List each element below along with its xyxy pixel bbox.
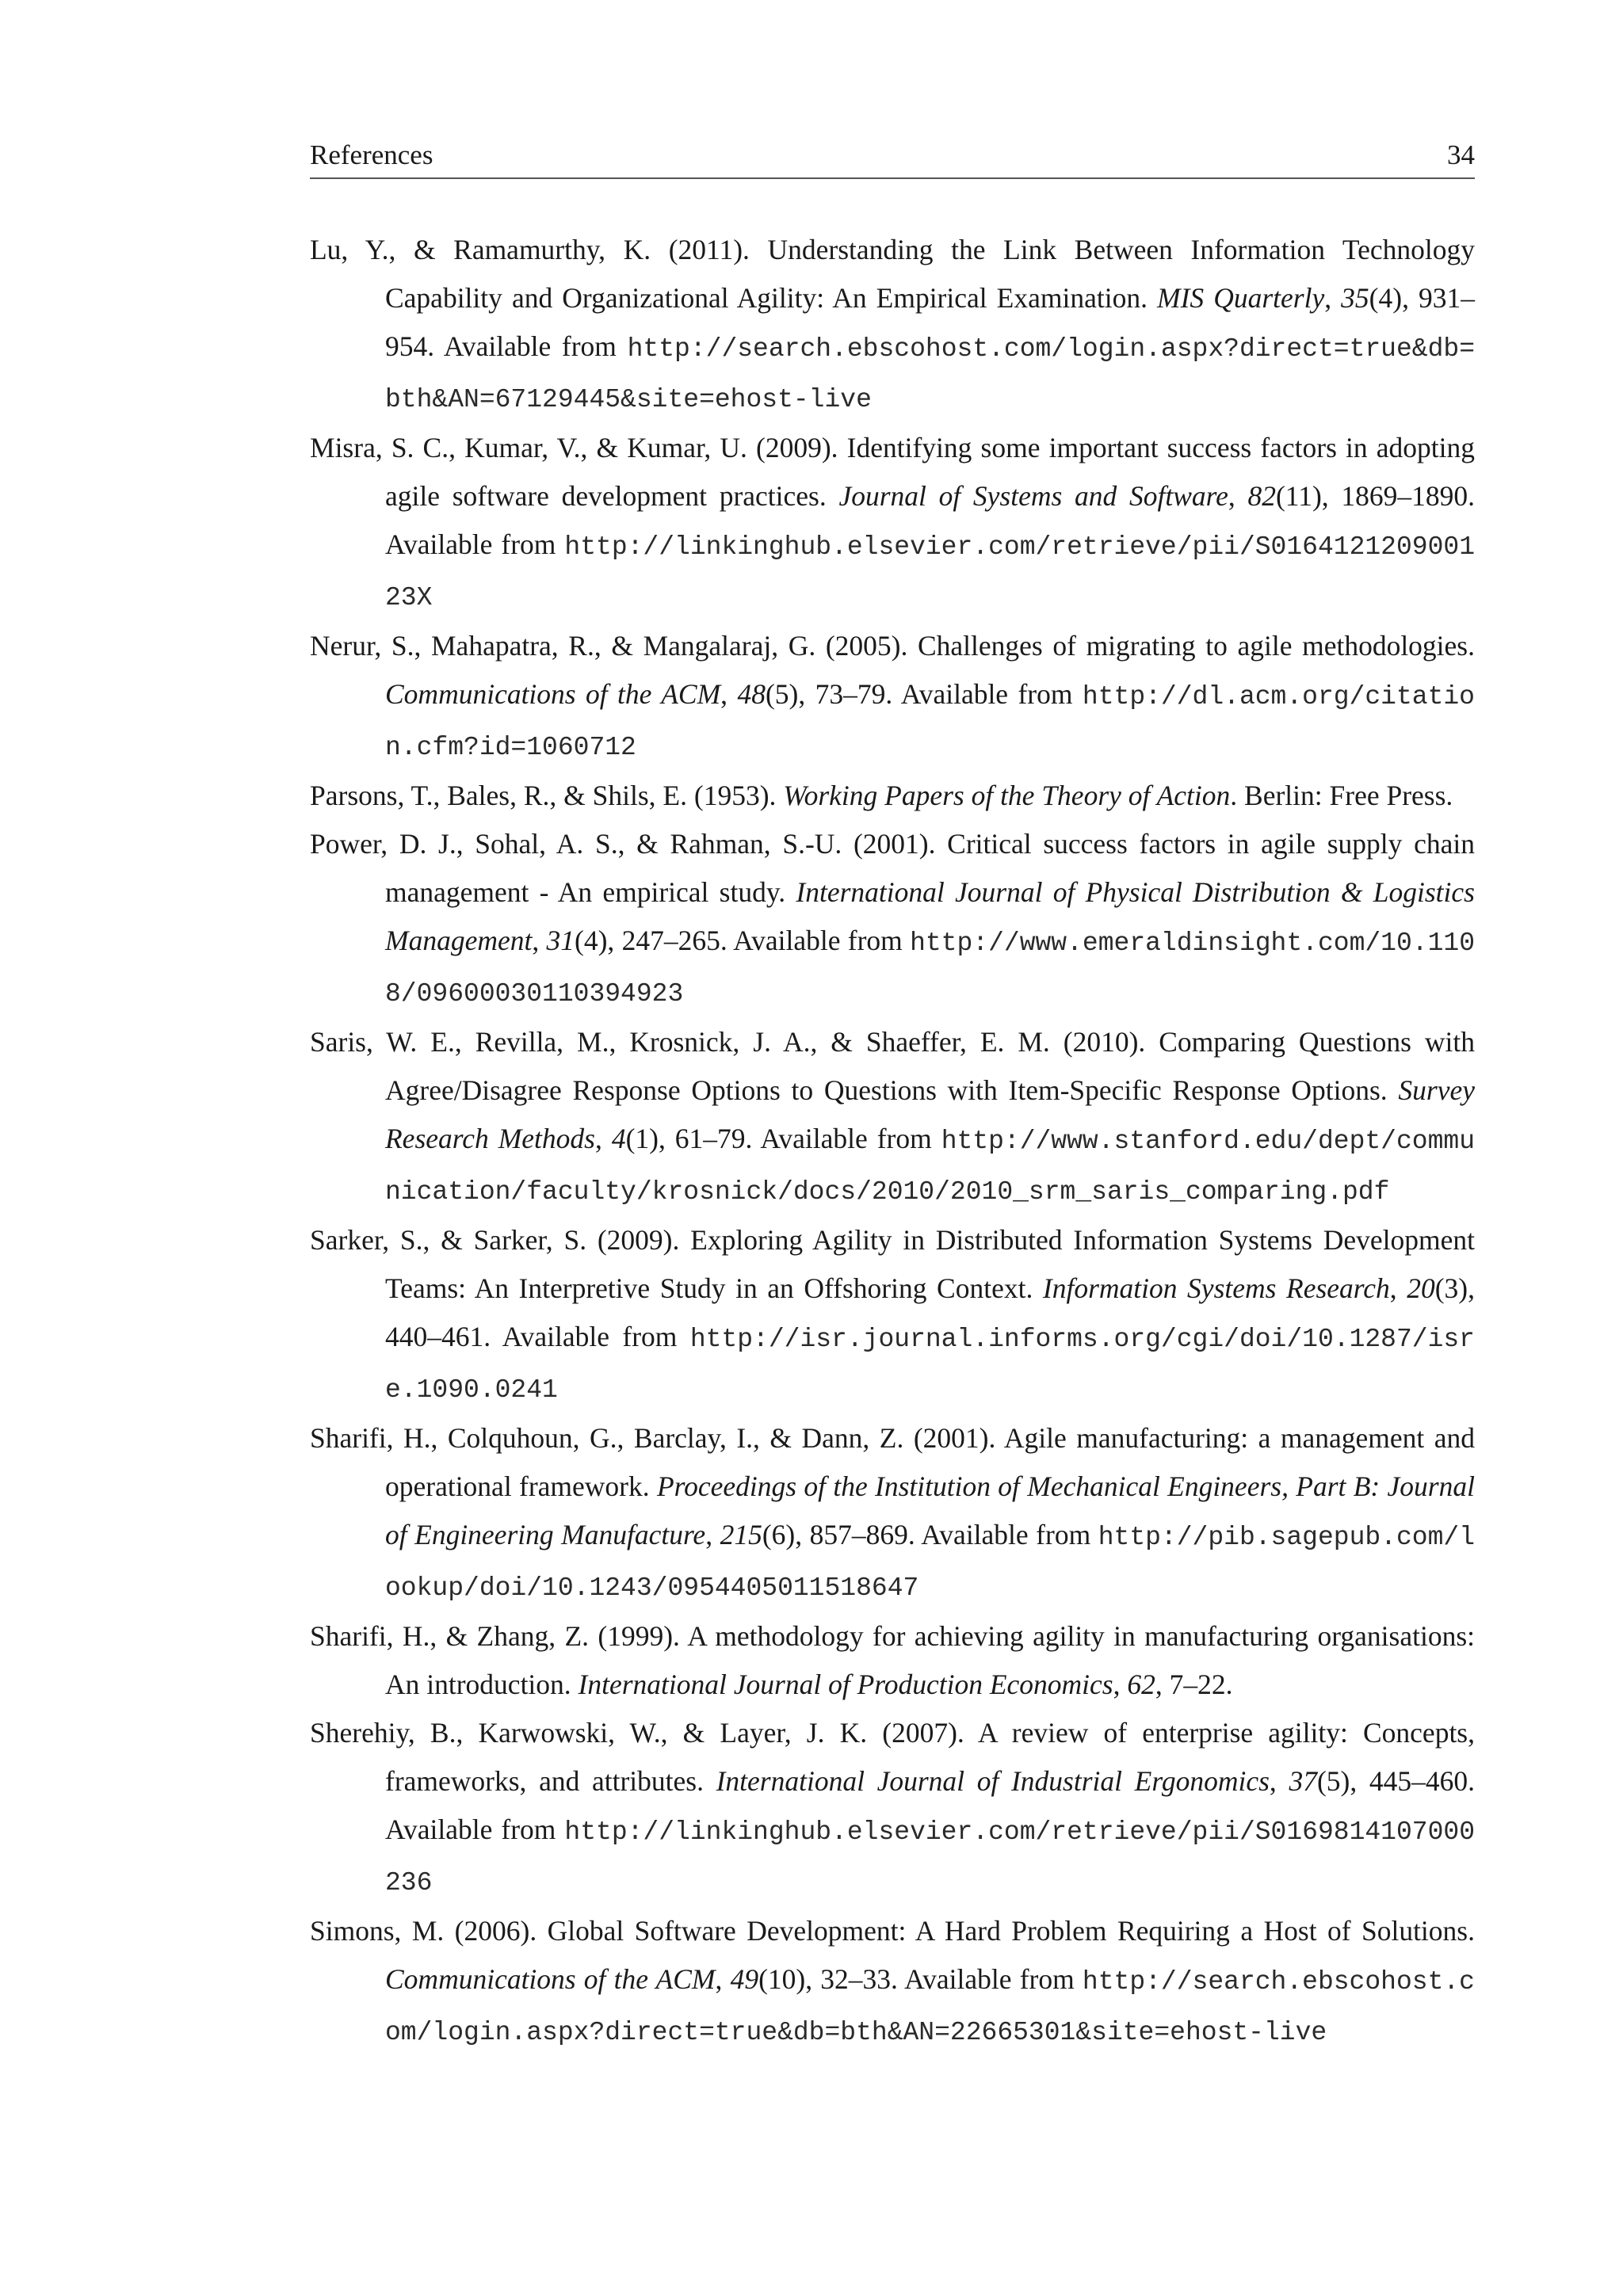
reference-journal: Communications of the ACM <box>385 1963 716 1995</box>
reference-list <box>310 226 1475 2057</box>
reference-sep: , <box>532 925 547 956</box>
reference-sep: , <box>1113 1669 1128 1700</box>
reference-tail: (4), 247–265. Available from <box>575 925 911 956</box>
reference-text: Sarker, S., & Sarker, S. (2009). Exploring Agility in Distributed Information Systems Development Teams: An Interpretive Study in an Offshoring Context. <box>310 1224 1475 1304</box>
reference-sep: , <box>715 1963 731 1995</box>
reference-sep: , <box>594 1123 612 1154</box>
reference-url[interactable]: http://www.stanford.edu/dept/communication/faculty/krosnick/docs/2010/2010_srm_saris_comparing.pdf <box>385 1127 1475 1207</box>
reference-text: Misra, S. C., Kumar, V., & Kumar, U. (2009). Identifying some important success factors in adopting agile software development practices. <box>310 432 1475 512</box>
reference-sep: , <box>720 678 738 710</box>
reference-text: Sherehiy, B., Karwowski, W., & Layer, J. K. (2007). A review of enterprise agility: Concepts, frameworks, and attributes. <box>310 1717 1475 1797</box>
running-header <box>310 133 1475 179</box>
reference-text: Nerur, S., Mahapatra, R., & Mangalaraj, G. (2005). Challenges of migrating to agile methodologies. <box>310 630 1475 662</box>
reference-sep: , <box>1389 1272 1407 1304</box>
reference-entry <box>310 772 1475 820</box>
reference-tail: (3), 440–461. Available from <box>385 1272 1475 1352</box>
reference-tail: (6), 857–869. Available from <box>762 1519 1098 1550</box>
reference-volume: 35 <box>1341 282 1369 314</box>
reference-tail: (5), 445–460. Available from <box>385 1765 1475 1845</box>
header-title: References <box>310 139 433 170</box>
reference-entry <box>310 1216 1475 1414</box>
reference-journal: Working Papers of the Theory of Action <box>783 780 1231 811</box>
reference-journal: Communications of the ACM <box>385 678 721 710</box>
reference-entry <box>310 424 1475 622</box>
reference-entry <box>310 622 1475 772</box>
reference-volume: 49 <box>730 1963 759 1995</box>
reference-tail: (4), 931–954. Available from <box>385 282 1475 362</box>
reference-tail: (10), 32–33. Available from <box>758 1963 1083 1995</box>
reference-journal: Proceedings of the Institution of Mechanical Engineers, Part B: Journal of Engineering Manufacture <box>385 1470 1475 1550</box>
reference-url[interactable]: http://linkinghub.elsevier.com/retrieve/pii/S0169814107000236 <box>385 1817 1475 1897</box>
reference-url[interactable]: http://linkinghub.elsevier.com/retrieve/pii/S016412120900123X <box>385 532 1475 612</box>
reference-text: Simons, M. (2006). Global Software Development: A Hard Problem Requiring a Host of Solutions. <box>310 1915 1475 1947</box>
reference-text: Sharifi, H., & Zhang, Z. (1999). A methodology for achieving agility in manufacturing organisations: An introduction. <box>310 1620 1475 1700</box>
reference-tail: (11), 1869–1890. Available from <box>385 480 1476 560</box>
reference-entry <box>310 1907 1475 2057</box>
reference-sep: , <box>705 1519 720 1550</box>
reference-entry <box>310 820 1475 1018</box>
reference-journal: Information Systems Research <box>1042 1272 1390 1304</box>
reference-text: Lu, Y., & Ramamurthy, K. (2011). Understanding the Link Between Information Technology Capability and Organizational Agility: An Empirical Examination. <box>310 234 1475 314</box>
reference-journal: MIS Quarterly <box>1157 282 1325 314</box>
reference-volume: 48 <box>737 678 766 710</box>
reference-sep: , <box>1324 282 1342 314</box>
reference-text: Power, D. J., Sohal, A. S., & Rahman, S.-U. (2001). Critical success factors in agile supply chain management - An empirical study. <box>310 828 1475 908</box>
reference-volume: 31 <box>546 925 575 956</box>
reference-tail: (5), 73–79. Available from <box>765 678 1083 710</box>
reference-journal: International Journal of Physical Distribution & Logistics Management <box>385 876 1475 956</box>
reference-volume: 37 <box>1289 1765 1317 1797</box>
reference-volume: 20 <box>1407 1272 1435 1304</box>
reference-entry <box>310 226 1475 424</box>
reference-volume: 62 <box>1127 1669 1155 1700</box>
reference-tail: . Berlin: Free Press. <box>1230 780 1453 811</box>
reference-url[interactable]: http://search.ebscohost.com/login.aspx?direct=true&db=bth&AN=67129445&site=ehost-live <box>385 334 1475 414</box>
reference-volume: 4 <box>611 1123 626 1154</box>
reference-tail: (1), 61–79. Available from <box>625 1123 941 1154</box>
reference-entry <box>310 1709 1475 1907</box>
reference-entry <box>310 1612 1475 1709</box>
page-number: 34 <box>1447 139 1475 170</box>
reference-entry <box>310 1414 1475 1612</box>
reference-journal: International Journal of Industrial Ergonomics <box>716 1765 1270 1797</box>
reference-url[interactable]: http://isr.journal.informs.org/cgi/doi/10.1287/isre.1090.0241 <box>385 1325 1475 1405</box>
reference-journal: Journal of Systems and Software <box>838 480 1228 512</box>
reference-url[interactable]: http://www.emeraldinsight.com/10.1108/09600030110394923 <box>385 929 1475 1009</box>
reference-volume: 215 <box>720 1519 762 1550</box>
reference-url[interactable]: http://dl.acm.org/citation.cfm?id=1060712 <box>385 682 1475 762</box>
reference-journal: Survey Research Methods <box>385 1074 1475 1154</box>
reference-url[interactable]: http://search.ebscohost.com/login.aspx?direct=true&db=bth&AN=22665301&site=ehost-live <box>385 1967 1475 2047</box>
reference-volume: 82 <box>1247 480 1276 512</box>
reference-entry <box>310 1018 1475 1216</box>
reference-url[interactable]: http://pib.sagepub.com/lookup/doi/10.1243/0954405011518647 <box>385 1523 1475 1603</box>
reference-text: Saris, W. E., Revilla, M., Krosnick, J. A., & Shaeffer, E. M. (2010). Comparing Questions with Agree/Disagree Response Options to Questions with Item-Specific Response Options. <box>310 1026 1475 1106</box>
reference-tail: , 7–22. <box>1155 1669 1233 1700</box>
reference-journal: International Journal of Production Economics <box>578 1669 1113 1700</box>
reference-sep: , <box>1269 1765 1289 1797</box>
reference-text: Sharifi, H., Colquhoun, G., Barclay, I., & Dann, Z. (2001). Agile manufacturing: a management and operational framework. <box>310 1422 1475 1502</box>
reference-text: Parsons, T., Bales, R., & Shils, E. (1953). <box>310 780 784 811</box>
reference-sep: , <box>1228 480 1248 512</box>
